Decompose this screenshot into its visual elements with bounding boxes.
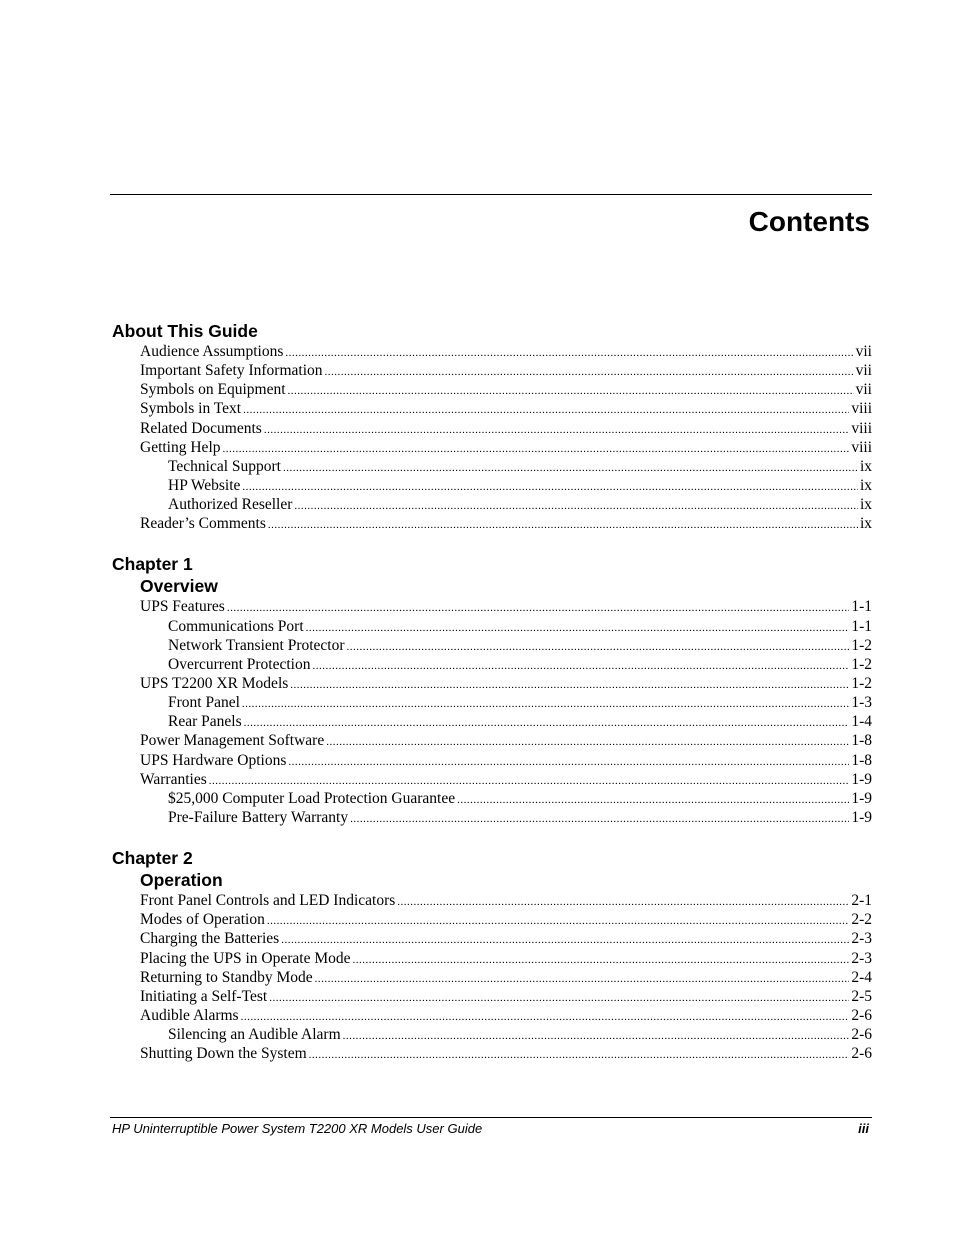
table-of-contents [112,320,872,1063]
footer-page-number: iii [858,1121,869,1136]
chapter2-number: Chapter 2 [112,848,193,869]
chapter1-title: Overview [140,576,218,597]
toc-entry-ups-features[interactable]: UPS Features ..... 1-1 [112,597,872,616]
toc-entry-getting-help[interactable]: Getting Help ..... viii [112,438,872,457]
toc-entry-computer-load-protection-guarantee[interactable]: $25,000 Computer Load Protection Guarantee ..... 1-9 [112,789,872,808]
toc-entry-important-safety-information[interactable]: Important Safety Information ..... vii [112,361,872,380]
toc-entry-audible-alarms[interactable]: Audible Alarms ..... 2-6 [112,1006,872,1025]
toc-entry-power-management-software[interactable]: Power Management Software ..... 1-8 [112,731,872,750]
toc-entry-charging-the-batteries[interactable]: Charging the Batteries ..... 2-3 [112,929,872,948]
toc-entry-returning-to-standby-mode[interactable]: Returning to Standby Mode ..... 2-4 [112,968,872,987]
toc-entry-technical-support[interactable]: Technical Support ..... ix [112,457,872,476]
toc-entry-ups-t2200-xr-models[interactable]: UPS T2200 XR Models ..... 1-2 [112,674,872,693]
footer-title: HP Uninterruptible Power System T2200 XR Models User Guide [112,1121,483,1136]
toc-entry-symbols-in-text[interactable]: Symbols in Text ..... viii [112,399,872,418]
toc-entry-readers-comments[interactable]: Reader’s Comments ..... ix [112,514,872,533]
toc-entry-front-panel-controls[interactable]: Front Panel Controls and LED Indicators ..... 2-1 [112,891,872,910]
toc-entry-rear-panels[interactable]: Rear Panels ..... 1-4 [112,712,872,731]
toc-entry-ups-hardware-options[interactable]: UPS Hardware Options ..... 1-8 [112,751,872,770]
toc-entry-overcurrent-protection[interactable]: Overcurrent Protection ..... 1-2 [112,655,872,674]
toc-entry-symbols-on-equipment[interactable]: Symbols on Equipment ..... vii [112,380,872,399]
toc-entry-hp-website[interactable]: HP Website ..... ix [112,476,872,495]
section-gap [112,533,872,553]
toc-entry-warranties[interactable]: Warranties ..... 1-9 [112,770,872,789]
about-heading: About This Guide [112,321,258,341]
toc-entry-audience-assumptions[interactable]: Audience Assumptions ..... vii [112,342,872,361]
toc-entry-communications-port[interactable]: Communications Port ..... 1-1 [112,617,872,636]
page-title: Contents [748,206,870,237]
toc-entry-pre-failure-battery-warranty[interactable]: Pre-Failure Battery Warranty ..... 1-9 [112,808,872,827]
toc-entry-placing-ups-in-operate-mode[interactable]: Placing the UPS in Operate Mode ..... 2-3 [112,949,872,968]
toc-entry-authorized-reseller[interactable]: Authorized Reseller ..... ix [112,495,872,514]
toc-entry-network-transient-protector[interactable]: Network Transient Protector ..... 1-2 [112,636,872,655]
top-rule [110,194,872,195]
section-gap [112,827,872,847]
toc-entry-modes-of-operation[interactable]: Modes of Operation ..... 2-2 [112,910,872,929]
chapter2-title: Operation [140,870,223,891]
toc-entry-shutting-down-the-system[interactable]: Shutting Down the System ..... 2-6 [112,1044,872,1063]
chapter1-number: Chapter 1 [112,554,193,575]
footer-rule [110,1117,872,1118]
toc-entry-front-panel[interactable]: Front Panel ..... 1-3 [112,693,872,712]
toc-entry-silencing-an-audible-alarm[interactable]: Silencing an Audible Alarm ..... 2-6 [112,1025,872,1044]
toc-entry-initiating-a-self-test[interactable]: Initiating a Self-Test ..... 2-5 [112,987,872,1006]
toc-entry-related-documents[interactable]: Related Documents ..... viii [112,419,872,438]
